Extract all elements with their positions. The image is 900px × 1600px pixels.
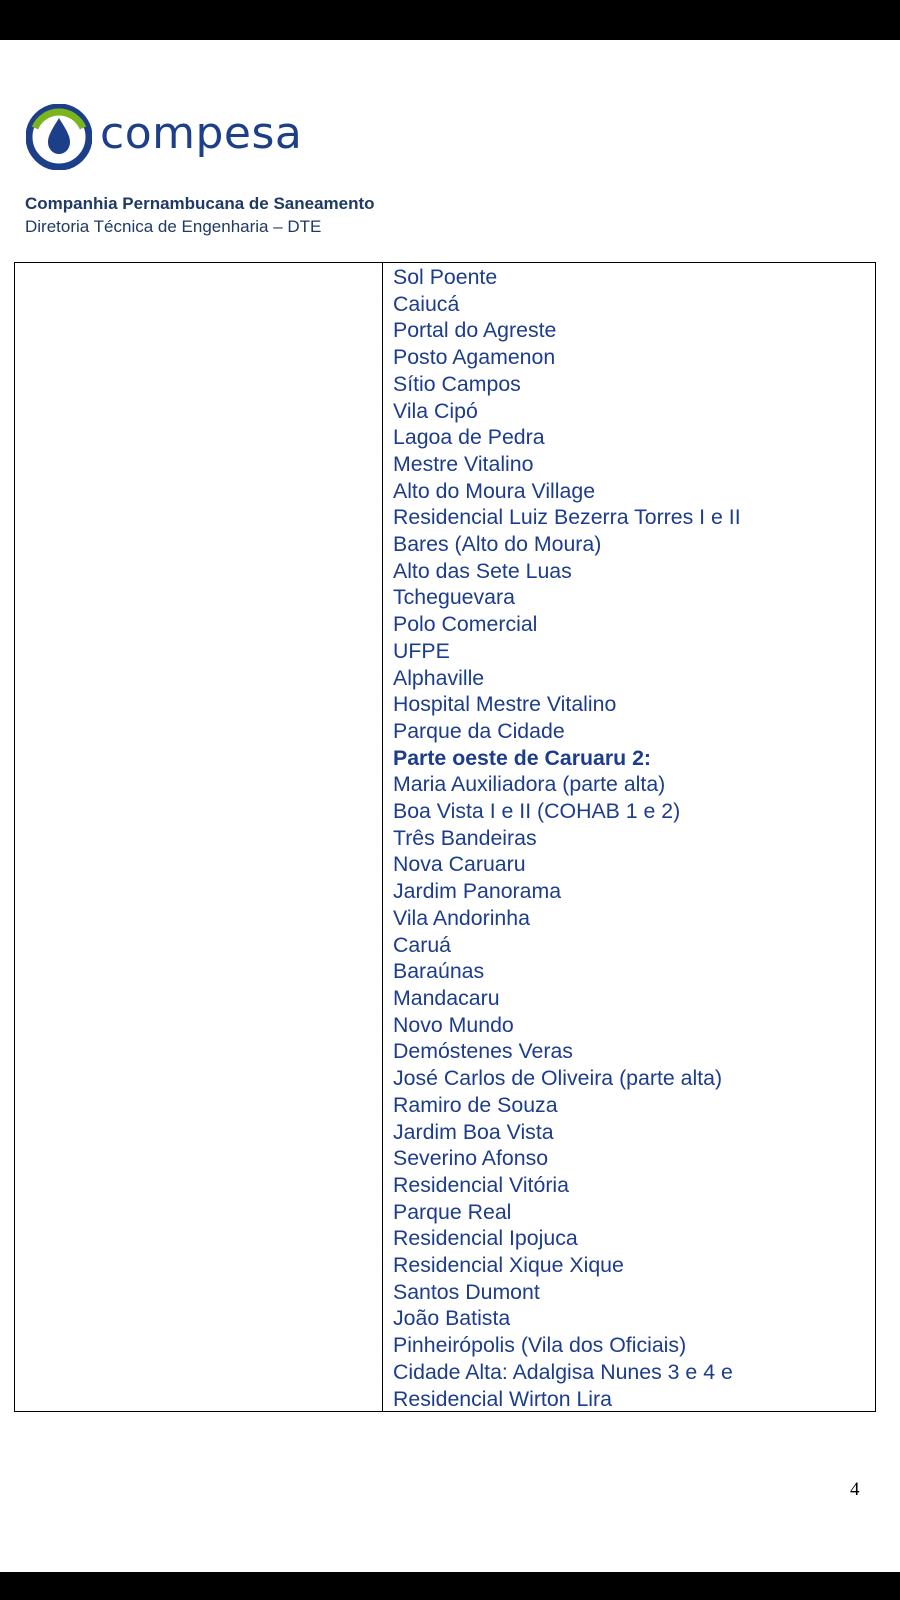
list-item: UFPE	[393, 638, 450, 663]
list-item: Portal do Agreste	[393, 318, 557, 343]
compesa-logo	[26, 104, 316, 170]
list-item: Vila Cipó	[393, 398, 478, 423]
list-item: Pinheirópolis (Vila dos Oficiais)	[393, 1333, 687, 1358]
list-item: Jardim Panorama	[393, 879, 562, 904]
list-item: Bares (Alto do Moura)	[393, 532, 602, 557]
list-item: Alphaville	[393, 665, 485, 690]
list-item: Três Bandeiras	[393, 825, 537, 850]
company-name: Companhia Pernambucana de Saneamento	[25, 194, 375, 213]
list-item: Posto Agamenon	[393, 345, 556, 370]
neighborhood-list	[393, 264, 869, 1412]
logo-wordmark: compesa	[100, 108, 303, 159]
list-item: Demóstenes Veras	[393, 1039, 573, 1064]
list-item: Caruá	[393, 932, 452, 957]
list-item: Jardim Boa Vista	[393, 1119, 554, 1144]
list-item: Lagoa de Pedra	[393, 425, 545, 450]
page-number: 4	[850, 1479, 860, 1500]
list-item: José Carlos de Oliveira (parte alta)	[393, 1066, 723, 1091]
list-item: Sol Poente	[393, 265, 498, 289]
list-item: Alto do Moura Village	[393, 478, 596, 503]
list-item: Hospital Mestre Vitalino	[393, 692, 617, 717]
list-item: Residencial Luiz Bezerra Torres I e II	[393, 505, 741, 530]
list-item: Caiucá	[393, 291, 460, 316]
bottom-navigation-bar	[0, 1572, 900, 1600]
list-item: Maria Auxiliadora (parte alta)	[393, 772, 666, 797]
top-status-bar	[0, 0, 900, 40]
list-item: Ramiro de Souza	[393, 1092, 558, 1117]
list-item: Residencial Ipojuca	[393, 1226, 578, 1251]
column-divider	[382, 263, 383, 1411]
list-item: Novo Mundo	[393, 1012, 514, 1037]
list-item: Severino Afonso	[393, 1146, 549, 1171]
department-name: Diretoria Técnica de Engenharia – DTE	[25, 217, 322, 236]
list-item: Nova Caruaru	[393, 852, 526, 877]
list-item: João Batista	[393, 1306, 511, 1331]
water-drop-logo-icon	[26, 104, 92, 170]
list-item: Vila Andorinha	[393, 905, 530, 930]
list-item: Parque da Cidade	[393, 718, 565, 743]
list-item: Parque Real	[393, 1199, 512, 1224]
list-item: Alto das Sete Luas	[393, 558, 572, 583]
table-left-cell	[15, 263, 382, 1411]
list-item: Mandacaru	[393, 985, 500, 1010]
section-heading: Parte oeste de Caruaru 2:	[393, 745, 652, 770]
list-item: Sítio Campos	[393, 371, 521, 396]
list-item: Residencial Xique Xique	[393, 1253, 624, 1278]
list-item: Residencial Vitória	[393, 1172, 569, 1197]
list-item: Santos Dumont	[393, 1279, 540, 1304]
neighborhoods-table	[14, 262, 876, 1412]
list-item: Baraúnas	[393, 959, 485, 984]
list-item: Polo Comercial	[393, 612, 538, 637]
list-item: Boa Vista I e II (COHAB 1 e 2)	[393, 799, 681, 824]
list-item: Mestre Vitalino	[393, 451, 534, 476]
list-item: Residencial Wirton Lira	[393, 1386, 612, 1411]
list-item: Cidade Alta: Adalgisa Nunes 3 e 4 e	[393, 1359, 733, 1384]
list-item: Tcheguevara	[393, 585, 515, 610]
